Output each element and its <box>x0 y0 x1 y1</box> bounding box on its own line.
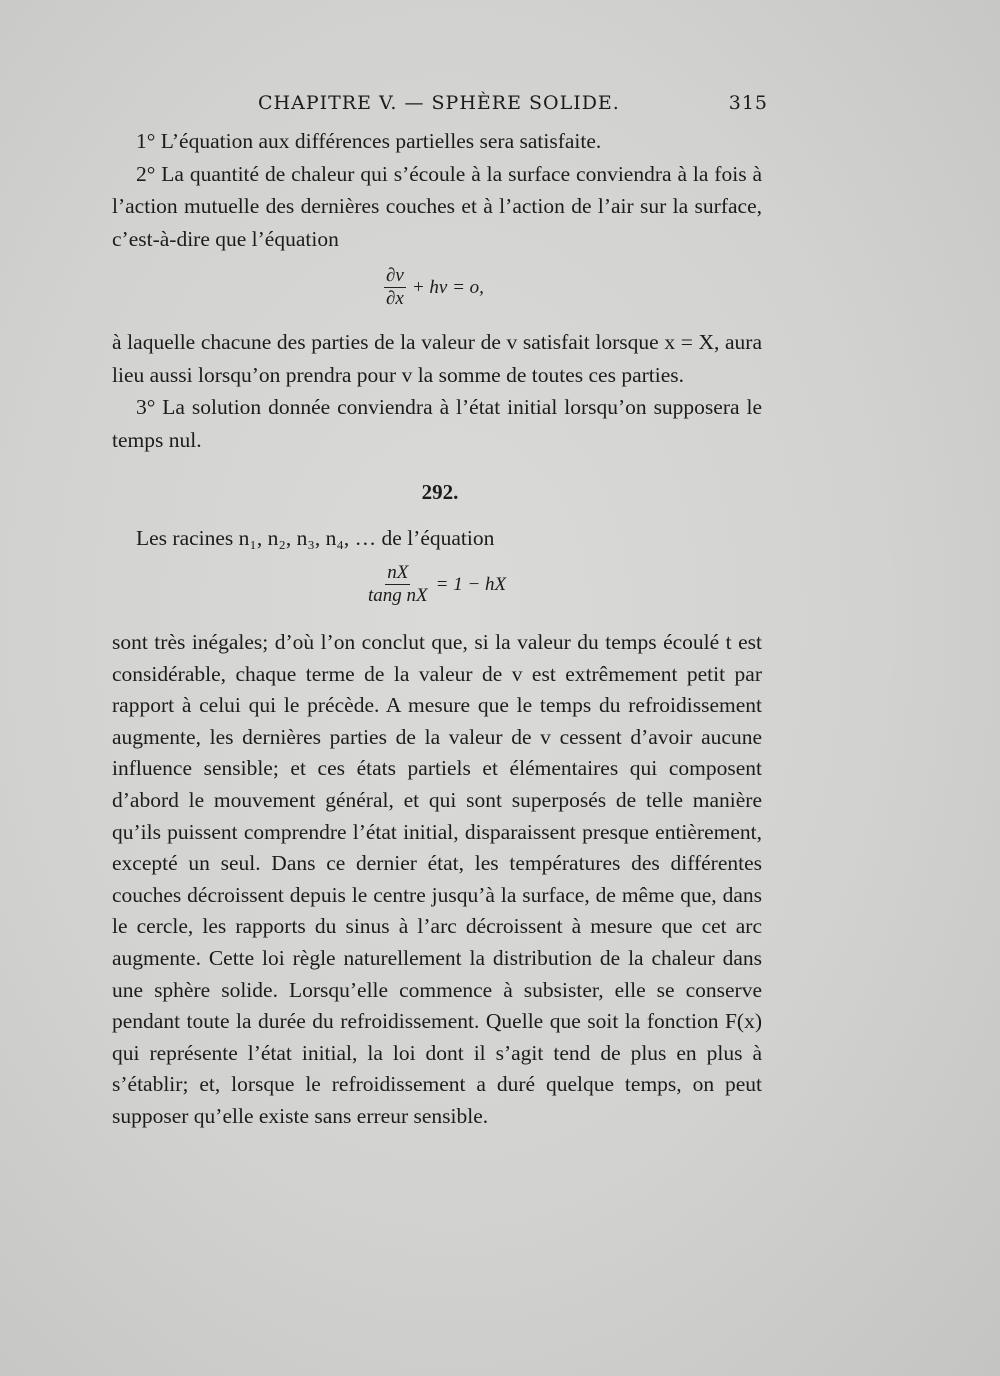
page-number: 315 <box>728 92 768 114</box>
paragraph-main: sont très inégales; d’où l’on conclut que, si la valeur du temps écoulé t est considérable, chaque terme de la valeur de v est extrêmement petit par rapport à celui qui le précède. A mesure que le temps du refroidissement augmente, les dernières parties de la valeur de v cessent d’avoir aucune influence sensible; et ces états partiels et élémentaires qui composent d’abord le mouvement général, et qui sont superposés de telle manière qu’ils puissent comprendre l’état initial, disparaissent presque entièrement, excepté un seul. Dans ce dernier état, les températures des différentes couches décroissent depuis le centre jusqu’à la surface, de même que, dans le cercle, les rapports du sinus à l’arc décroissent à mesure que cet arc augmente. Cette loi règle naturellement la distribution de la chaleur dans une sphère solide. Lorsqu’elle commence à subsister, elle se conserve pendant toute la durée du refroidissement. Quelle que soit la fonction F(x) qui représente l’état initial, la loi dont il s’agit tend de plus en plus à s’établir; et, lorsque le refroidissement a duré quelque temps, on peut supposer qu’elle existe sans erreur sensible. <box>112 630 762 1128</box>
fraction-numerator: nX <box>387 562 409 583</box>
fraction-numerator: ∂v <box>386 265 404 286</box>
fraction-denominator: tang nX <box>368 585 428 606</box>
paragraph-condition-2: 2° La quantité de chaleur qui s’écoule à la surface conviendra à la fois à l’action mutuelle des dernières couches et à l’action de l’air sur la surface, c’est-à-dire que l’équation <box>112 161 762 251</box>
fraction-nx-tang <box>366 562 430 607</box>
equation-rhs: + hv = o, <box>411 276 484 298</box>
paragraph-continuation: à laquelle chacune des parties de la valeur de v satisfait lorsque x = X, aura lieu aussi lorsqu’on prendra pour v la somme de toutes ces parties. <box>112 330 762 387</box>
text-block-continuation <box>112 326 762 456</box>
paragraph-condition-1: 1° L’équation aux différences partielles sera satisfaite. <box>136 129 602 153</box>
text-block-main <box>112 627 762 1133</box>
paragraph-roots: Les racines n₁, n₂, n₃, n₄, … de l’équation <box>136 526 495 550</box>
text-block-roots <box>112 522 762 555</box>
paragraph-condition-3: 3° La solution donnée conviendra à l’état initial lorsqu’on supposera le temps nul. <box>112 395 762 452</box>
equation-roots <box>366 562 506 607</box>
fraction-denominator: ∂x <box>386 288 404 309</box>
equation-boundary <box>384 265 484 310</box>
fraction-dv-dx <box>384 265 406 310</box>
text-block-conditions <box>112 125 762 255</box>
equation-rhs: = 1 − hX <box>435 573 507 595</box>
section-number: 292. <box>421 480 459 504</box>
running-title: CHAPITRE V. — SPHÈRE SOLIDE. <box>258 92 620 114</box>
